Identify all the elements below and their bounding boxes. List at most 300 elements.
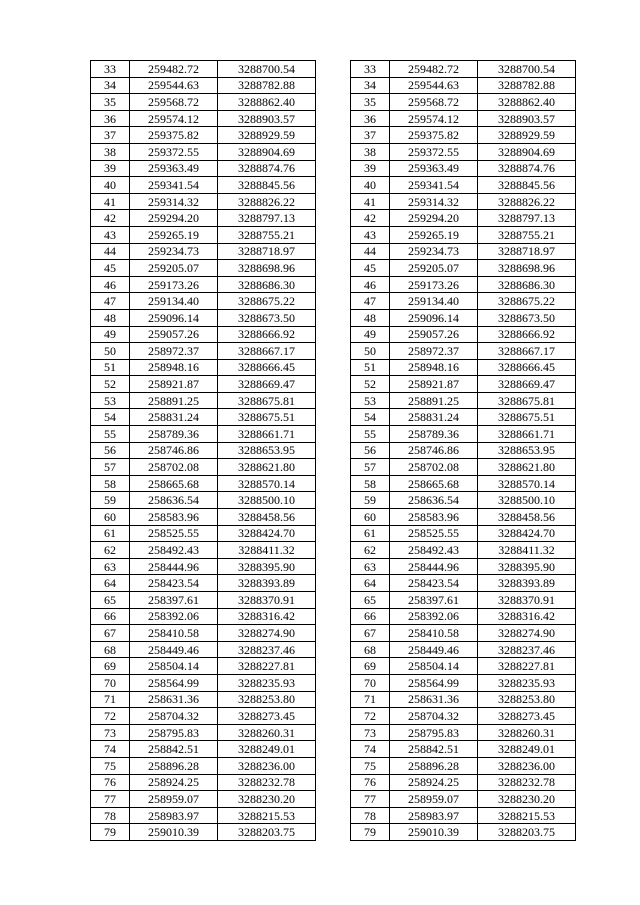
point-number-cell: 51: [91, 359, 130, 376]
point-number-cell: 46: [91, 276, 130, 293]
point-number-cell: 72: [351, 708, 390, 725]
point-number-cell: 47: [91, 293, 130, 310]
table-row: [351, 791, 576, 808]
y-coordinate-cell: 3288230.20: [478, 791, 576, 808]
x-coordinate-cell: 259314.32: [390, 193, 478, 210]
point-number-cell: 77: [351, 791, 390, 808]
x-coordinate-cell: 259234.73: [390, 243, 478, 260]
table-row: [351, 226, 576, 243]
table-row: [351, 409, 576, 426]
x-coordinate-cell: 258504.14: [390, 658, 478, 675]
coordinate-table-right: [350, 60, 576, 841]
table-row: [351, 426, 576, 443]
x-coordinate-cell: 258492.43: [130, 542, 218, 559]
x-coordinate-cell: 258921.87: [130, 376, 218, 393]
x-coordinate-cell: 259568.72: [130, 94, 218, 111]
x-coordinate-cell: 258392.06: [390, 608, 478, 625]
table-row: [91, 475, 316, 492]
y-coordinate-cell: 3288500.10: [218, 492, 316, 509]
table-row: [351, 509, 576, 526]
point-number-cell: 64: [351, 575, 390, 592]
x-coordinate-cell: 259010.39: [390, 824, 478, 841]
x-coordinate-cell: 258525.55: [390, 525, 478, 542]
table-row: [91, 592, 316, 609]
table-row: [91, 243, 316, 260]
point-number-cell: 70: [91, 674, 130, 691]
y-coordinate-cell: 3288904.69: [218, 143, 316, 160]
x-coordinate-cell: 258789.36: [390, 426, 478, 443]
table-row: [351, 193, 576, 210]
table-row: [351, 691, 576, 708]
x-coordinate-cell: 259134.40: [390, 293, 478, 310]
y-coordinate-cell: 3288666.45: [478, 359, 576, 376]
y-coordinate-cell: 3288718.97: [218, 243, 316, 260]
y-coordinate-cell: 3288675.51: [478, 409, 576, 426]
point-number-cell: 71: [91, 691, 130, 708]
table-row: [91, 575, 316, 592]
point-number-cell: 33: [351, 61, 390, 78]
point-number-cell: 64: [91, 575, 130, 592]
coordinate-table-left-body: [91, 61, 316, 841]
y-coordinate-cell: 3288673.50: [218, 309, 316, 326]
y-coordinate-cell: 3288675.22: [218, 293, 316, 310]
x-coordinate-cell: 259096.14: [130, 309, 218, 326]
table-row: [91, 824, 316, 841]
y-coordinate-cell: 3288274.90: [218, 625, 316, 642]
y-coordinate-cell: 3288666.92: [478, 326, 576, 343]
y-coordinate-cell: 3288929.59: [478, 127, 576, 144]
table-row: [351, 177, 576, 194]
y-coordinate-cell: 3288236.00: [478, 757, 576, 774]
y-coordinate-cell: 3288424.70: [478, 525, 576, 542]
x-coordinate-cell: 258702.08: [390, 459, 478, 476]
table-row: [91, 426, 316, 443]
x-coordinate-cell: 258636.54: [130, 492, 218, 509]
x-coordinate-cell: 258704.32: [390, 708, 478, 725]
point-number-cell: 70: [351, 674, 390, 691]
table-row: [351, 757, 576, 774]
table-row: [91, 409, 316, 426]
y-coordinate-cell: 3288249.01: [218, 741, 316, 758]
y-coordinate-cell: 3288393.89: [218, 575, 316, 592]
table-row: [91, 210, 316, 227]
y-coordinate-cell: 3288458.56: [218, 509, 316, 526]
table-row: [91, 293, 316, 310]
y-coordinate-cell: 3288424.70: [218, 525, 316, 542]
point-number-cell: 69: [91, 658, 130, 675]
point-number-cell: 68: [351, 641, 390, 658]
x-coordinate-cell: 258972.37: [130, 343, 218, 360]
table-row: [91, 442, 316, 459]
point-number-cell: 38: [91, 143, 130, 160]
table-row: [91, 226, 316, 243]
table-row: [91, 392, 316, 409]
y-coordinate-cell: 3288862.40: [478, 94, 576, 111]
point-number-cell: 43: [351, 226, 390, 243]
point-number-cell: 63: [91, 558, 130, 575]
y-coordinate-cell: 3288203.75: [478, 824, 576, 841]
point-number-cell: 59: [91, 492, 130, 509]
point-number-cell: 49: [351, 326, 390, 343]
table-row: [91, 110, 316, 127]
table-row: [351, 392, 576, 409]
x-coordinate-cell: 258842.51: [390, 741, 478, 758]
y-coordinate-cell: 3288236.00: [218, 757, 316, 774]
y-coordinate-cell: 3288235.93: [218, 674, 316, 691]
point-number-cell: 53: [351, 392, 390, 409]
point-number-cell: 41: [351, 193, 390, 210]
x-coordinate-cell: 259574.12: [390, 110, 478, 127]
point-number-cell: 62: [91, 542, 130, 559]
point-number-cell: 57: [91, 459, 130, 476]
point-number-cell: 40: [91, 177, 130, 194]
table-row: [91, 691, 316, 708]
x-coordinate-cell: 259205.07: [130, 260, 218, 277]
point-number-cell: 69: [351, 658, 390, 675]
x-coordinate-cell: 259134.40: [130, 293, 218, 310]
table-row: [91, 724, 316, 741]
table-row: [91, 509, 316, 526]
table-row: [351, 641, 576, 658]
x-coordinate-cell: 258746.86: [390, 442, 478, 459]
y-coordinate-cell: 3288826.22: [218, 193, 316, 210]
point-number-cell: 45: [91, 260, 130, 277]
x-coordinate-cell: 259294.20: [130, 210, 218, 227]
x-coordinate-cell: 259544.63: [390, 77, 478, 94]
y-coordinate-cell: 3288227.81: [218, 658, 316, 675]
y-coordinate-cell: 3288718.97: [478, 243, 576, 260]
x-coordinate-cell: 259482.72: [130, 61, 218, 78]
table-row: [91, 459, 316, 476]
table-row: [351, 110, 576, 127]
x-coordinate-cell: 258789.36: [130, 426, 218, 443]
point-number-cell: 77: [91, 791, 130, 808]
table-row: [91, 193, 316, 210]
y-coordinate-cell: 3288675.81: [478, 392, 576, 409]
table-row: [351, 276, 576, 293]
table-row: [351, 243, 576, 260]
x-coordinate-cell: 259265.19: [130, 226, 218, 243]
y-coordinate-cell: 3288230.20: [218, 791, 316, 808]
table-row: [351, 143, 576, 160]
x-coordinate-cell: 258891.25: [130, 392, 218, 409]
y-coordinate-cell: 3288903.57: [478, 110, 576, 127]
table-row: [91, 542, 316, 559]
point-number-cell: 34: [91, 77, 130, 94]
table-row: [351, 475, 576, 492]
y-coordinate-cell: 3288661.71: [218, 426, 316, 443]
table-row: [91, 741, 316, 758]
table-row: [91, 61, 316, 78]
y-coordinate-cell: 3288874.76: [218, 160, 316, 177]
point-number-cell: 61: [351, 525, 390, 542]
x-coordinate-cell: 258795.83: [390, 724, 478, 741]
x-coordinate-cell: 258665.68: [390, 475, 478, 492]
point-number-cell: 46: [351, 276, 390, 293]
x-coordinate-cell: 258921.87: [390, 376, 478, 393]
table-row: [351, 293, 576, 310]
y-coordinate-cell: 3288686.30: [218, 276, 316, 293]
y-coordinate-cell: 3288782.88: [218, 77, 316, 94]
y-coordinate-cell: 3288621.80: [218, 459, 316, 476]
point-number-cell: 67: [351, 625, 390, 642]
y-coordinate-cell: 3288782.88: [478, 77, 576, 94]
table-row: [91, 641, 316, 658]
table-row: [351, 61, 576, 78]
point-number-cell: 66: [91, 608, 130, 625]
y-coordinate-cell: 3288929.59: [218, 127, 316, 144]
table-row: [91, 525, 316, 542]
table-row: [351, 210, 576, 227]
point-number-cell: 48: [351, 309, 390, 326]
table-row: [351, 774, 576, 791]
x-coordinate-cell: 258449.46: [130, 641, 218, 658]
x-coordinate-cell: 258564.99: [390, 674, 478, 691]
x-coordinate-cell: 258444.96: [390, 558, 478, 575]
point-number-cell: 67: [91, 625, 130, 642]
table-row: [351, 741, 576, 758]
x-coordinate-cell: 258896.28: [130, 757, 218, 774]
x-coordinate-cell: 259096.14: [390, 309, 478, 326]
x-coordinate-cell: 258631.36: [130, 691, 218, 708]
x-coordinate-cell: 258795.83: [130, 724, 218, 741]
x-coordinate-cell: 258959.07: [390, 791, 478, 808]
x-coordinate-cell: 258583.96: [130, 509, 218, 526]
table-row: [91, 625, 316, 642]
y-coordinate-cell: 3288249.01: [478, 741, 576, 758]
table-row: [351, 376, 576, 393]
y-coordinate-cell: 3288666.45: [218, 359, 316, 376]
y-coordinate-cell: 3288203.75: [218, 824, 316, 841]
x-coordinate-cell: 259173.26: [130, 276, 218, 293]
x-coordinate-cell: 258444.96: [130, 558, 218, 575]
x-coordinate-cell: 259372.55: [390, 143, 478, 160]
y-coordinate-cell: 3288698.96: [218, 260, 316, 277]
y-coordinate-cell: 3288253.80: [478, 691, 576, 708]
table-row: [91, 674, 316, 691]
point-number-cell: 42: [91, 210, 130, 227]
table-row: [351, 807, 576, 824]
point-number-cell: 78: [351, 807, 390, 824]
y-coordinate-cell: 3288458.56: [478, 509, 576, 526]
point-number-cell: 48: [91, 309, 130, 326]
y-coordinate-cell: 3288698.96: [478, 260, 576, 277]
point-number-cell: 55: [351, 426, 390, 443]
y-coordinate-cell: 3288700.54: [478, 61, 576, 78]
point-number-cell: 73: [351, 724, 390, 741]
table-row: [91, 94, 316, 111]
point-number-cell: 44: [351, 243, 390, 260]
y-coordinate-cell: 3288316.42: [478, 608, 576, 625]
y-coordinate-cell: 3288227.81: [478, 658, 576, 675]
point-number-cell: 66: [351, 608, 390, 625]
x-coordinate-cell: 258842.51: [130, 741, 218, 758]
point-number-cell: 52: [351, 376, 390, 393]
point-number-cell: 57: [351, 459, 390, 476]
x-coordinate-cell: 259057.26: [390, 326, 478, 343]
x-coordinate-cell: 258423.54: [130, 575, 218, 592]
y-coordinate-cell: 3288826.22: [478, 193, 576, 210]
point-number-cell: 65: [351, 592, 390, 609]
point-number-cell: 68: [91, 641, 130, 658]
point-number-cell: 41: [91, 193, 130, 210]
point-number-cell: 79: [91, 824, 130, 841]
point-number-cell: 59: [351, 492, 390, 509]
y-coordinate-cell: 3288653.95: [218, 442, 316, 459]
x-coordinate-cell: 258831.24: [130, 409, 218, 426]
y-coordinate-cell: 3288411.32: [478, 542, 576, 559]
y-coordinate-cell: 3288755.21: [218, 226, 316, 243]
x-coordinate-cell: 259574.12: [130, 110, 218, 127]
point-number-cell: 58: [351, 475, 390, 492]
point-number-cell: 74: [351, 741, 390, 758]
x-coordinate-cell: 259544.63: [130, 77, 218, 94]
table-row: [351, 77, 576, 94]
x-coordinate-cell: 258564.99: [130, 674, 218, 691]
table-row: [351, 127, 576, 144]
y-coordinate-cell: 3288755.21: [478, 226, 576, 243]
point-number-cell: 58: [91, 475, 130, 492]
y-coordinate-cell: 3288316.42: [218, 608, 316, 625]
table-row: [91, 807, 316, 824]
x-coordinate-cell: 258583.96: [390, 509, 478, 526]
table-row: [91, 260, 316, 277]
table-row: [351, 343, 576, 360]
x-coordinate-cell: 258397.61: [130, 592, 218, 609]
point-number-cell: 56: [91, 442, 130, 459]
point-number-cell: 35: [91, 94, 130, 111]
y-coordinate-cell: 3288274.90: [478, 625, 576, 642]
x-coordinate-cell: 258948.16: [390, 359, 478, 376]
table-row: [351, 459, 576, 476]
point-number-cell: 78: [91, 807, 130, 824]
table-row: [91, 77, 316, 94]
point-number-cell: 52: [91, 376, 130, 393]
y-coordinate-cell: 3288667.17: [218, 343, 316, 360]
x-coordinate-cell: 258983.97: [390, 807, 478, 824]
point-number-cell: 62: [351, 542, 390, 559]
point-number-cell: 71: [351, 691, 390, 708]
y-coordinate-cell: 3288235.93: [478, 674, 576, 691]
x-coordinate-cell: 258665.68: [130, 475, 218, 492]
x-coordinate-cell: 259341.54: [130, 177, 218, 194]
y-coordinate-cell: 3288903.57: [218, 110, 316, 127]
y-coordinate-cell: 3288570.14: [478, 475, 576, 492]
y-coordinate-cell: 3288904.69: [478, 143, 576, 160]
coordinate-table-right-body: [351, 61, 576, 841]
table-row: [351, 359, 576, 376]
point-number-cell: 50: [351, 343, 390, 360]
point-number-cell: 76: [91, 774, 130, 791]
point-number-cell: 34: [351, 77, 390, 94]
x-coordinate-cell: 258410.58: [130, 625, 218, 642]
table-row: [91, 359, 316, 376]
x-coordinate-cell: 259314.32: [130, 193, 218, 210]
y-coordinate-cell: 3288215.53: [218, 807, 316, 824]
x-coordinate-cell: 259375.82: [130, 127, 218, 144]
point-number-cell: 33: [91, 61, 130, 78]
table-row: [351, 724, 576, 741]
y-coordinate-cell: 3288411.32: [218, 542, 316, 559]
table-row: [91, 791, 316, 808]
table-row: [91, 708, 316, 725]
x-coordinate-cell: 259375.82: [390, 127, 478, 144]
point-number-cell: 63: [351, 558, 390, 575]
point-number-cell: 50: [91, 343, 130, 360]
point-number-cell: 65: [91, 592, 130, 609]
y-coordinate-cell: 3288686.30: [478, 276, 576, 293]
x-coordinate-cell: 259372.55: [130, 143, 218, 160]
table-row: [91, 376, 316, 393]
x-coordinate-cell: 259363.49: [390, 160, 478, 177]
y-coordinate-cell: 3288675.81: [218, 392, 316, 409]
point-number-cell: 61: [91, 525, 130, 542]
x-coordinate-cell: 258410.58: [390, 625, 478, 642]
x-coordinate-cell: 258896.28: [390, 757, 478, 774]
x-coordinate-cell: 258891.25: [390, 392, 478, 409]
table-row: [351, 525, 576, 542]
table-row: [91, 127, 316, 144]
y-coordinate-cell: 3288845.56: [218, 177, 316, 194]
table-row: [351, 625, 576, 642]
y-coordinate-cell: 3288237.46: [478, 641, 576, 658]
y-coordinate-cell: 3288570.14: [218, 475, 316, 492]
table-row: [91, 160, 316, 177]
x-coordinate-cell: 259568.72: [390, 94, 478, 111]
point-number-cell: 74: [91, 741, 130, 758]
y-coordinate-cell: 3288395.90: [478, 558, 576, 575]
y-coordinate-cell: 3288675.22: [478, 293, 576, 310]
point-number-cell: 60: [351, 509, 390, 526]
x-coordinate-cell: 258631.36: [390, 691, 478, 708]
y-coordinate-cell: 3288253.80: [218, 691, 316, 708]
point-number-cell: 39: [351, 160, 390, 177]
point-number-cell: 45: [351, 260, 390, 277]
x-coordinate-cell: 259341.54: [390, 177, 478, 194]
x-coordinate-cell: 258636.54: [390, 492, 478, 509]
x-coordinate-cell: 258449.46: [390, 641, 478, 658]
point-number-cell: 60: [91, 509, 130, 526]
x-coordinate-cell: 258924.25: [390, 774, 478, 791]
table-row: [91, 492, 316, 509]
point-number-cell: 53: [91, 392, 130, 409]
y-coordinate-cell: 3288395.90: [218, 558, 316, 575]
x-coordinate-cell: 258831.24: [390, 409, 478, 426]
table-row: [351, 160, 576, 177]
table-row: [351, 608, 576, 625]
table-row: [351, 492, 576, 509]
y-coordinate-cell: 3288260.31: [218, 724, 316, 741]
y-coordinate-cell: 3288675.51: [218, 409, 316, 426]
table-row: [351, 326, 576, 343]
point-number-cell: 38: [351, 143, 390, 160]
x-coordinate-cell: 258924.25: [130, 774, 218, 791]
y-coordinate-cell: 3288673.50: [478, 309, 576, 326]
point-number-cell: 54: [351, 409, 390, 426]
x-coordinate-cell: 258746.86: [130, 442, 218, 459]
table-row: [91, 658, 316, 675]
point-number-cell: 37: [351, 127, 390, 144]
point-number-cell: 35: [351, 94, 390, 111]
point-number-cell: 42: [351, 210, 390, 227]
y-coordinate-cell: 3288874.76: [478, 160, 576, 177]
table-row: [91, 774, 316, 791]
point-number-cell: 73: [91, 724, 130, 741]
y-coordinate-cell: 3288667.17: [478, 343, 576, 360]
table-row: [351, 708, 576, 725]
table-row: [351, 674, 576, 691]
table-row: [351, 442, 576, 459]
